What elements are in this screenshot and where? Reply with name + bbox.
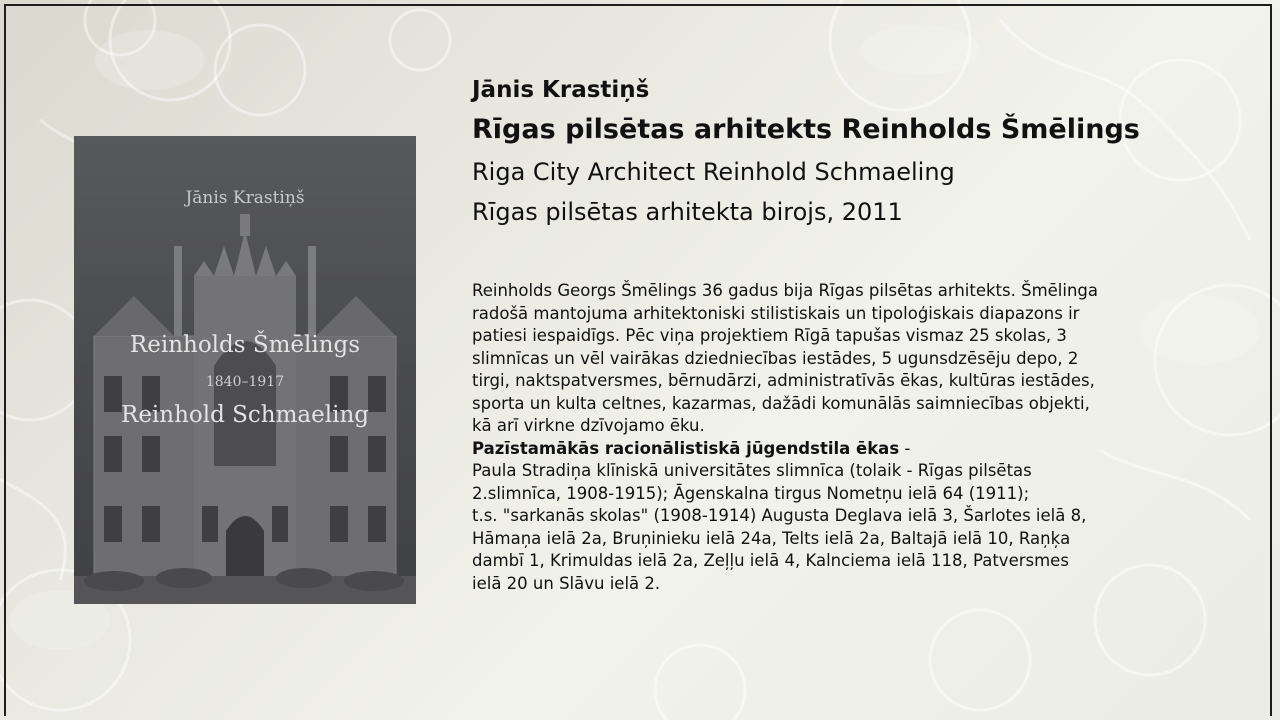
buildings-heading-text: Pazīstamākās racionālistiskā jūgendstila ēkas (472, 438, 900, 458)
book-publisher: Rīgas pilsētas arhitekta birojs, 2011 (472, 198, 903, 226)
buildings-heading-dash: - (899, 438, 911, 458)
book-description (472, 280, 1212, 595)
description-line: slimnīcas un vēl vairākas dziedniecības iestādes, 5 ugunsdzēsēju depo, 2 (472, 348, 1079, 368)
buildings-line: Paula Stradiņa klīniskā universitātes slimnīca (tolaik - Rīgas pilsētas (472, 461, 1032, 480)
buildings-line: Hāmaņa ielā 2a, Bruņinieku ielā 24a, Telts ielā 2a, Baltajā ielā 10, Raņķa (472, 528, 1071, 548)
book-author: Jānis Krastiņš (472, 77, 650, 103)
book-title-english: Riga City Architect Reinhold Schmaeling (472, 158, 955, 186)
description-line: kā arī virkne dzīvojamo ēku. (472, 416, 705, 435)
buildings-line: ielā 20 un Slāvu ielā 2. (472, 573, 661, 593)
buildings-line: 2.slimnīca, 1908-1915); Āgenskalna tirgus Nometņu ielā 64 (1911); (472, 483, 1030, 503)
buildings-line: t.s. "sarkanās skolas" (1908-1914) Augusta Deglava ielā 3, Šarlotes ielā 8, (472, 506, 1087, 525)
book-title-latvian: Rīgas pilsētas arhitekts Reinholds Šmēlings (472, 114, 1140, 145)
cover-title-latvian: Reinholds Šmēlings (129, 332, 361, 358)
description-line: tirgi, naktspatversmes, bērnudārzi, administratīvās ēkas, kultūras iestādes, (472, 371, 1095, 390)
cover-title-german: Reinhold Schmaeling (121, 402, 369, 428)
book-cover-image (74, 136, 416, 604)
buildings-list (472, 460, 1212, 595)
cover-years: 1840–1917 (205, 374, 285, 390)
description-line: radošā mantojuma arhitektoniski stilistiskais un tipoloģiskais diapazons ir (472, 303, 1080, 323)
description-line: Reinholds Georgs Šmēlings 36 gadus bija Rīgas pilsētas arhitekts. Šmēlinga (472, 281, 1099, 300)
buildings-line: dambī 1, Krimuldas ielā 2a, Zeļļu ielā 4, Kalnciema ielā 118, Patversmes (472, 551, 1069, 570)
buildings-heading (472, 438, 1212, 461)
description-line: patiesi iespaidīgs. Pēc viņa projektiem Rīgā tapušas vismaz 25 skolas, 3 (472, 326, 1067, 345)
description-line: sporta un kulta celtnes, kazarmas, dažādi komunālās saimniecības objekti, (472, 393, 1090, 413)
cover-author: Jānis Krastiņš (185, 188, 305, 208)
description-paragraph (472, 280, 1212, 438)
